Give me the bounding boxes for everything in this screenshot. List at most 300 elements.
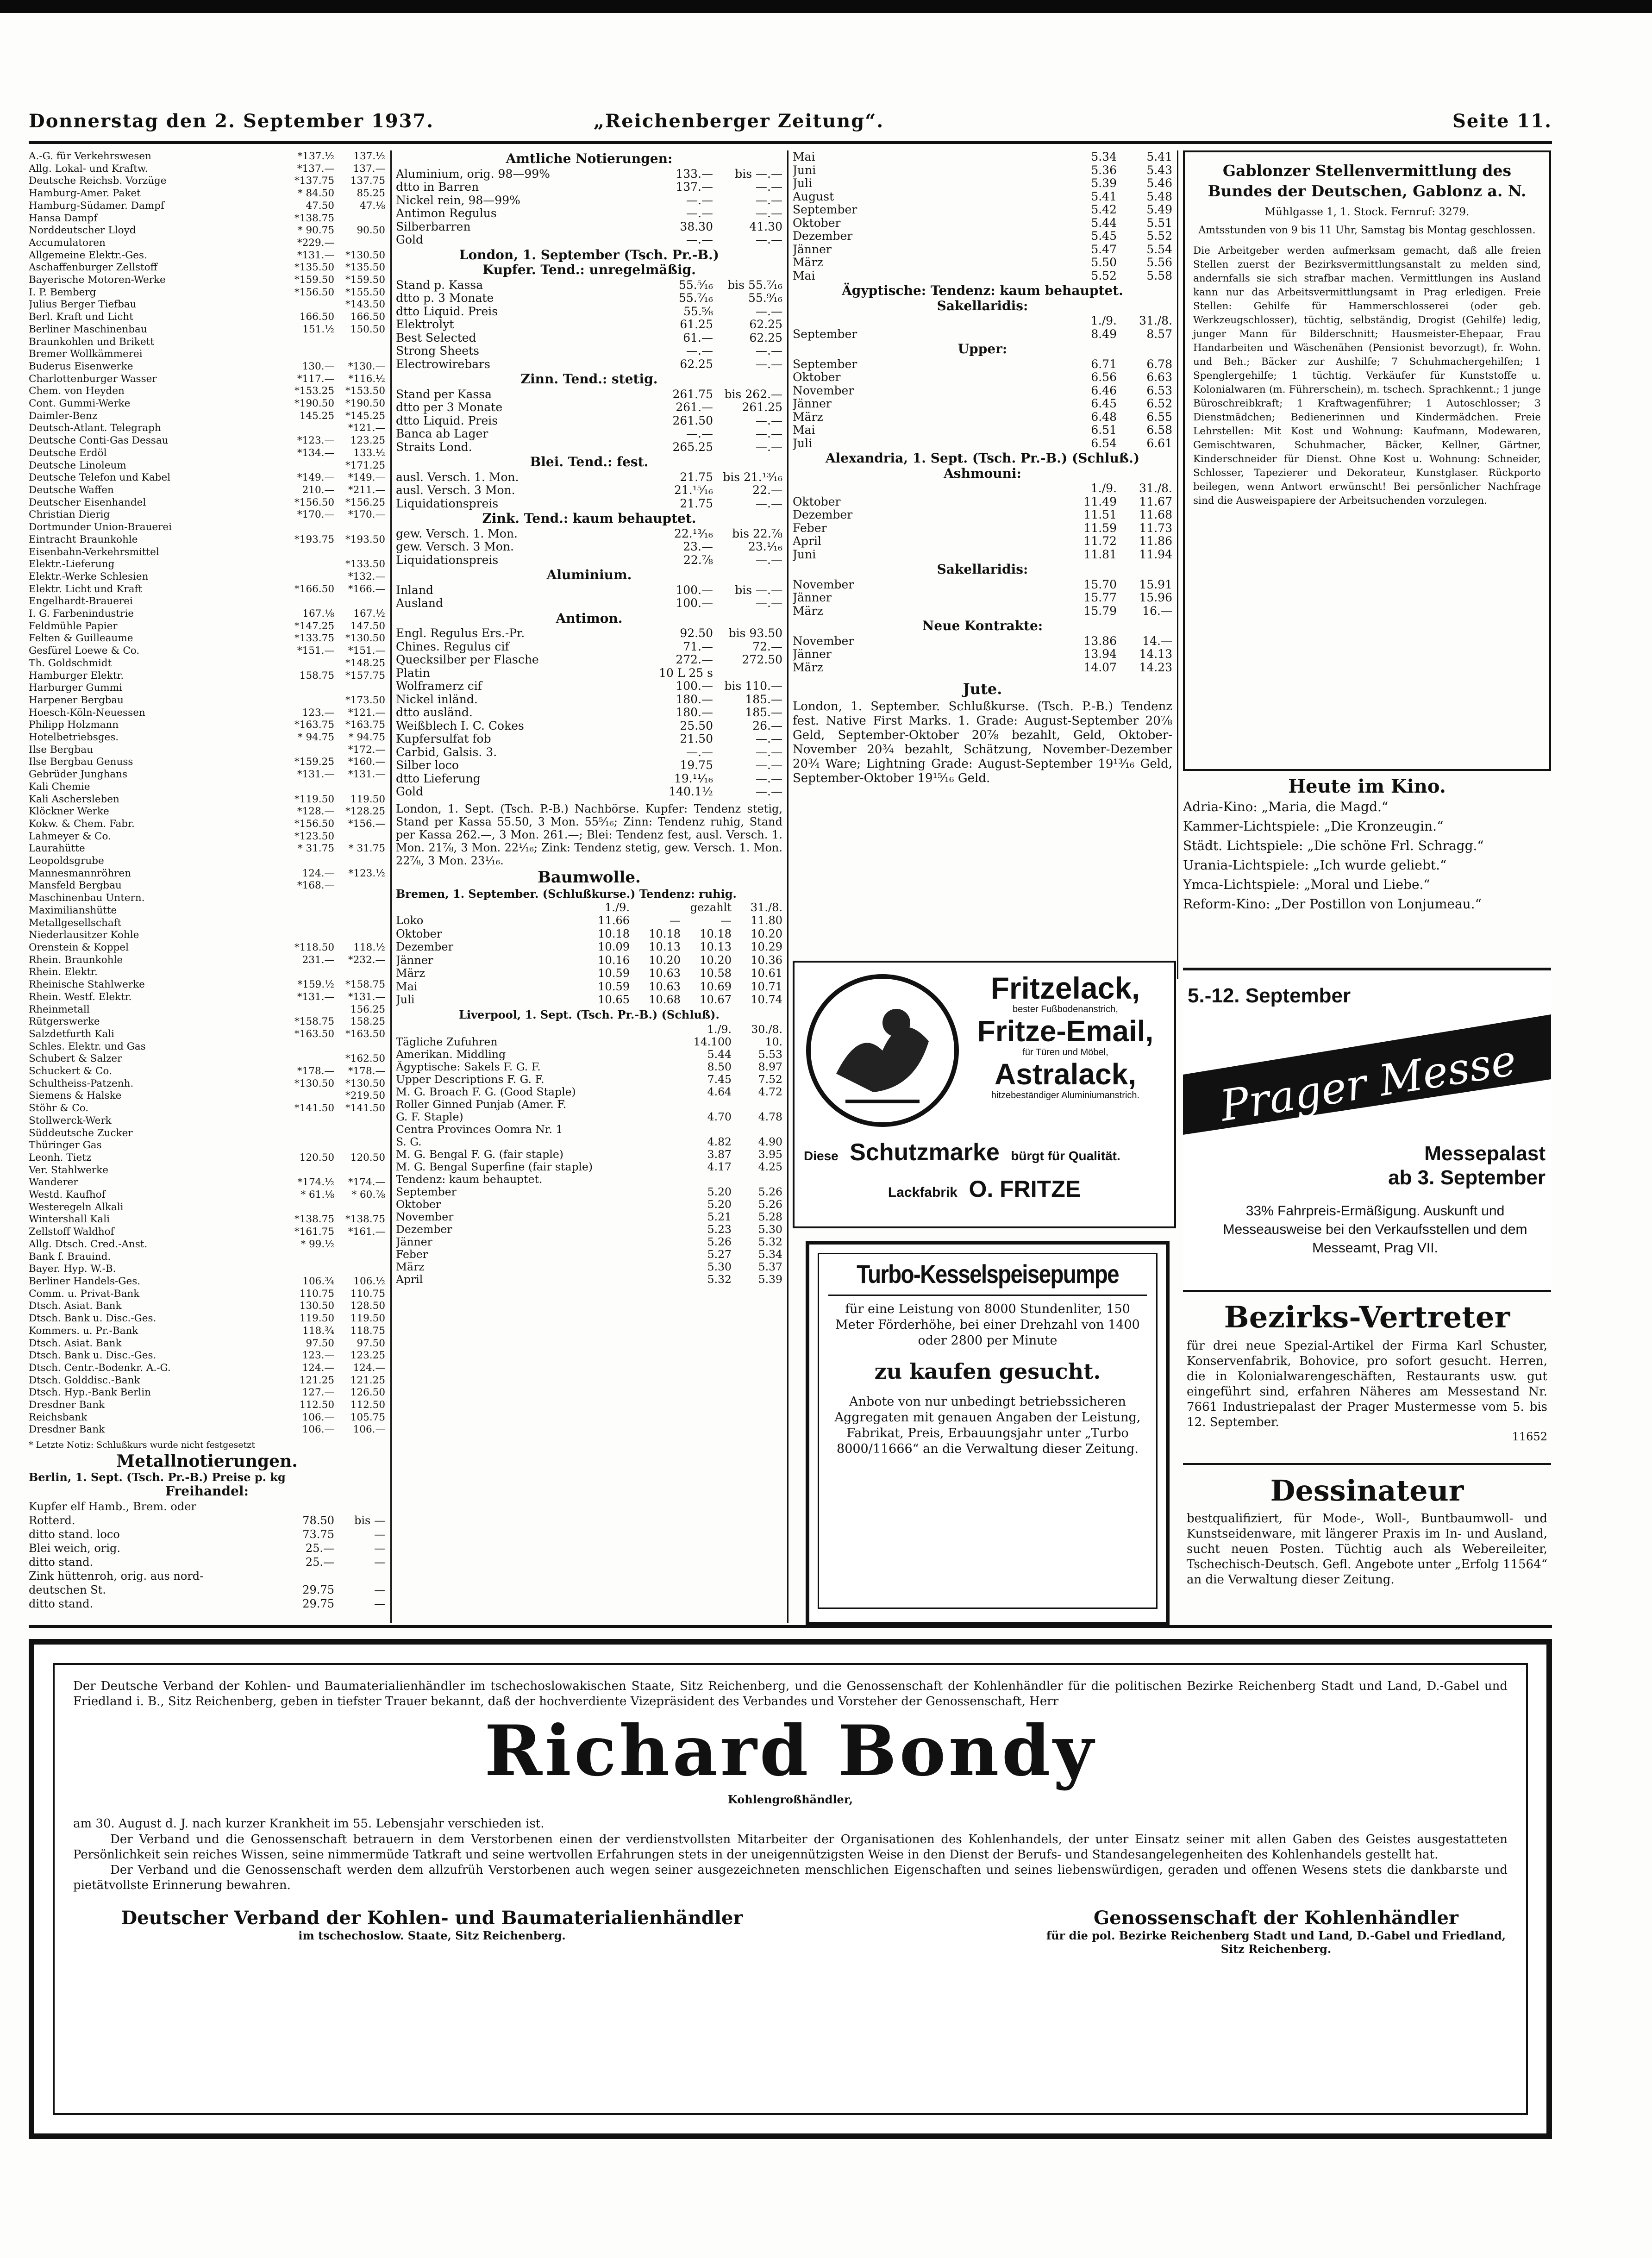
table-row: [396, 1186, 782, 1198]
row-value: [283, 460, 334, 472]
row-value: * 94.75: [297, 732, 334, 744]
fritzelack-desc: bester Fußbodenanstrich,: [1013, 1004, 1118, 1014]
row-label: Kali Aschersleben: [29, 793, 119, 805]
obituary: [29, 1639, 1552, 2139]
row-label: Rotterd.: [29, 1514, 75, 1527]
row-value: *156.50: [294, 286, 334, 298]
kino-item: Reform-Kino: „Der Postillon von Lonjumeau.“: [1183, 896, 1482, 912]
row-value: *190.50: [345, 398, 385, 410]
table-row: [396, 1148, 782, 1161]
row-value: 119.50: [350, 1313, 385, 1325]
row-value: *161.75: [294, 1226, 334, 1238]
row-label: Deutsche Linoleum: [29, 459, 126, 471]
row-value: bis 22.⅞: [732, 527, 782, 540]
row-value: —.—: [756, 414, 782, 427]
row-value: —.—: [756, 427, 782, 440]
row-label: Kali Chemie: [29, 781, 90, 793]
liverpool-title: Liverpool, 1. Sept. (Tsch. Pr.-B.) (Schluß).: [459, 1007, 720, 1021]
row-label: dtto Liquid. Preis: [396, 305, 498, 318]
turbo-spec: für eine Leistung von 8000 Stundenliter, 150 Meter Förderhöhe, bei einer Drehzahl von 1400 oder 2800 per Minute: [835, 1302, 1140, 1348]
jobs-column: [1183, 150, 1551, 956]
row-label: Dtsch. Golddisc.-Bank: [29, 1374, 140, 1386]
row-value: 5.44: [1091, 216, 1117, 230]
row-label: Banca ab Lager: [396, 427, 488, 440]
row-value: 25.50: [680, 719, 713, 732]
row-value: 123.25: [350, 1350, 385, 1362]
row-value: 11.80: [751, 914, 782, 927]
row-label: Weißblech I. C. Cokes: [396, 719, 524, 732]
row-label: Rhein. Braunkohle: [29, 954, 123, 966]
row-label: Silber loco: [396, 759, 459, 772]
row-value: 6.54: [1091, 437, 1117, 450]
row-value: 100.—: [676, 680, 713, 693]
page-header: [29, 110, 1552, 138]
row-label: Leopoldsgrube: [29, 855, 104, 867]
row-value: * 31.75: [348, 843, 385, 855]
row-value: *163.50: [345, 1028, 385, 1040]
row-value: 6.45: [1091, 397, 1117, 410]
row-label: Daimler-Benz: [29, 410, 98, 422]
row-value: *158.75: [345, 979, 385, 991]
table-row: [396, 401, 782, 414]
row-value: *130.50: [294, 1077, 334, 1089]
row-label: dtto Liquid. Preis: [396, 414, 498, 427]
table-row: [29, 1514, 385, 1527]
quality-label: bürgt für Qualität.: [1011, 1149, 1120, 1163]
table-row: [29, 1263, 385, 1276]
table-row: [29, 1189, 385, 1201]
row-value: 151.½: [302, 323, 334, 335]
table-row: [29, 694, 385, 707]
row-label: Juni: [793, 548, 816, 561]
row-value: *158.75: [294, 1016, 334, 1028]
row-label: Dezember: [396, 940, 454, 953]
row-value: * 90.75: [297, 225, 334, 237]
table-row: [396, 233, 782, 247]
row-label: ausl. Versch. 3 Mon.: [396, 484, 515, 497]
new-contracts-list: [793, 635, 1172, 675]
row-label: Rhein. Westf. Elektr.: [29, 991, 132, 1003]
row-value: [732, 1098, 782, 1111]
row-label: März: [793, 604, 823, 618]
row-label: Chines. Regulus cif: [396, 640, 509, 653]
table-row: [396, 1061, 782, 1073]
table-row: [29, 1053, 385, 1065]
row-value: *156.—: [348, 818, 385, 830]
row-label: Schultheiss-Patzenh.: [29, 1077, 134, 1089]
row-value: 6.55: [1146, 410, 1172, 424]
row-value: 133.—: [676, 167, 713, 181]
table-row: [396, 471, 782, 484]
row-value: 118.½: [353, 942, 385, 953]
row-value: 5.49: [1146, 203, 1172, 216]
table-row: [396, 1211, 782, 1223]
row-value: —.—: [756, 553, 782, 567]
row-label: Strong Sheets: [396, 344, 479, 357]
table-row: [396, 305, 782, 319]
row-value: 10.20: [649, 953, 681, 967]
row-value: *137.½: [297, 150, 334, 162]
row-value: [283, 966, 334, 979]
row-value: 31./8.: [1139, 314, 1172, 327]
row-value: [283, 336, 334, 349]
row-value: 272.—: [676, 653, 713, 666]
row-value: [283, 1569, 334, 1583]
table-row: [29, 942, 385, 954]
row-value: 72.—: [752, 640, 782, 653]
row-value: *138.75: [345, 1213, 385, 1226]
row-value: *141.50: [294, 1102, 334, 1114]
table-row: [396, 954, 782, 967]
scan-border: [0, 0, 1652, 13]
row-label: Blei weich, orig.: [29, 1541, 120, 1555]
row-value: 5.41: [1091, 190, 1117, 203]
row-value: 124.—: [302, 1362, 334, 1374]
row-label: Buderus Eisenwerke: [29, 360, 133, 372]
row-value: 5.21: [707, 1211, 732, 1223]
row-value: [334, 917, 385, 930]
row-value: 5.45: [1091, 230, 1117, 243]
row-label: Lahmeyer & Co.: [29, 830, 111, 842]
stellen-addr: Mühlgasse 1, 1. Stock. Fernruf: 3279.: [1264, 206, 1470, 218]
row-label: Mannesmannröhren: [29, 867, 131, 879]
row-value: 10.18: [649, 927, 681, 940]
row-value: 41.30: [749, 220, 782, 233]
row-value: [334, 237, 385, 250]
row-value: —: [374, 1541, 385, 1555]
table-row: [396, 540, 782, 554]
row-value: *137.75: [294, 175, 334, 187]
table-row: [793, 591, 1172, 605]
table-row: [396, 1236, 782, 1248]
row-value: 92.50: [680, 627, 713, 640]
row-value: *166.—: [348, 583, 385, 595]
row-value: 26.—: [752, 719, 782, 732]
row-value: 128.50: [350, 1300, 385, 1312]
stock-list: [29, 150, 385, 1436]
row-value: [334, 781, 385, 794]
row-value: 10.20: [751, 927, 782, 940]
table-row: [793, 217, 1172, 230]
row-value: [283, 917, 334, 930]
row-value: [334, 336, 385, 349]
table-row: [29, 1527, 385, 1541]
row-value: 167.½: [353, 608, 385, 620]
row-value: 5.51: [1146, 216, 1172, 230]
row-value: 5.30: [707, 1261, 732, 1273]
obituary-intro: Der Deutsche Verband der Kohlen- und Baumaterialienhändler im tschechoslowakischen Staate, Sitz Reichenberg, und die Genossenschaft der Kohlenhändler für die politischen Bezirke Reichenberg Stadt und Land, D.-Gabel und Friedland i. B., Sitz Reichenberg, geben in tiefster Trauer bekannt, daß der hochverdiente Vizepräsident des Verbandes und Vorsteher der Genossenschaft, Herr: [73, 1679, 1508, 1708]
cotton-column: [793, 150, 1172, 979]
row-label: Aluminium, orig. 98—99%: [396, 167, 550, 181]
row-value: 6.61: [1146, 437, 1172, 450]
ashmouni-list: [793, 482, 1172, 561]
row-value: 147.50: [350, 620, 385, 632]
row-label: Tendenz: kaum behauptet.: [396, 1173, 543, 1186]
table-row: [29, 1375, 385, 1387]
row-value: 4.64: [707, 1086, 732, 1098]
row-value: —.—: [756, 785, 782, 798]
table-row: [396, 497, 782, 511]
row-value: 119.50: [350, 793, 385, 805]
table-row: [396, 1198, 782, 1211]
table-row: [29, 1139, 385, 1152]
row-label: Dtsch. Centr.-Bodenkr. A.-G.: [29, 1362, 171, 1374]
row-value: —.—: [756, 497, 782, 510]
row-value: *159.50: [294, 274, 334, 286]
row-value: * 99.½: [300, 1238, 334, 1250]
row-value: *174.—: [348, 1176, 385, 1188]
row-value: *229.—: [297, 237, 334, 249]
row-value: 7.52: [758, 1073, 782, 1086]
row-value: 10.13: [649, 940, 681, 953]
table-row: [396, 332, 782, 345]
row-label: November: [793, 634, 854, 648]
messe-open: ab 3. September: [1388, 1166, 1546, 1189]
table-row: [29, 1176, 385, 1189]
row-value: 6.48: [1091, 410, 1117, 424]
row-value: [334, 966, 385, 979]
table-row: [29, 794, 385, 806]
table-row: [793, 437, 1172, 450]
table-row: [396, 441, 782, 454]
row-label: Charlottenburger Wasser: [29, 373, 157, 385]
row-value: *156.50: [294, 496, 334, 508]
messe-name: Prager Messe: [1217, 1035, 1520, 1131]
row-value: [283, 299, 334, 311]
row-label: Hamburger Elektr.: [29, 669, 124, 682]
row-value: 1./9.: [1090, 314, 1117, 327]
row-value: 29.75: [302, 1597, 334, 1610]
table-row: [793, 605, 1172, 618]
row-label: Dortmunder Union-Brauerei: [29, 521, 172, 533]
row-label: Deutsche Telefon und Kabel: [29, 472, 171, 484]
row-value: 11.67: [1139, 495, 1172, 508]
row-value: 261.75: [672, 388, 713, 401]
table-row: [396, 181, 782, 194]
table-row: [396, 292, 782, 305]
jute-text: London, 1. September. Schlußkurse. (Tsch. P.-B.) Tendenz fest. Native First Marks. 1. Grade: August-September 20⅞ Geld, September-Oktober 20⅞ bezahlt, Geld, Oktober-November 20¾ bezahlt, Schätzung, November-Dezember 20¾ Ware; Lightning Grade: August-September 19¹³⁄₁₆ Geld, September-Oktober 19¹⁵⁄₁₆ Geld.: [793, 699, 1172, 785]
row-value: 123.—: [302, 707, 334, 719]
row-label: Schubert & Salzer: [29, 1053, 122, 1065]
table-row: [29, 1164, 385, 1177]
table-row: [29, 1313, 385, 1325]
row-value: 112.50: [299, 1399, 334, 1411]
row-value: [283, 855, 334, 868]
row-label: Dtsch. Bank u. Disc.-Ges.: [29, 1350, 156, 1362]
table-row: [29, 831, 385, 843]
row-value: [283, 546, 334, 559]
row-value: *193.75: [294, 533, 334, 545]
row-value: [283, 929, 334, 942]
row-label: Stöhr & Co.: [29, 1102, 89, 1114]
row-value: * 31.75: [297, 843, 334, 855]
row-value: 5.50: [1091, 256, 1117, 269]
row-label: Harburger Gummi: [29, 682, 123, 694]
table-row: [29, 620, 385, 633]
table-row: [29, 880, 385, 892]
row-label: Amerikan. Middling: [396, 1048, 506, 1061]
row-label: Roller Ginned Punjab (Amer. F.: [396, 1098, 567, 1111]
row-label: Jänner: [793, 243, 832, 256]
row-label: Eisenbahn-Verkehrsmittel: [29, 546, 159, 558]
fritze-logo-icon: [804, 972, 961, 1129]
row-value: *170.—: [348, 509, 385, 521]
metal-sub: Berlin, 1. Sept. (Tsch. Pr.-B.) Preise p. kg: [29, 1470, 286, 1484]
row-value: 210.—: [302, 484, 334, 496]
row-value: 166.50: [350, 311, 385, 323]
table-row: [793, 648, 1172, 661]
row-value: 10.63: [649, 980, 681, 993]
row-value: 5.20: [707, 1186, 732, 1198]
row-value: * 84.50: [297, 188, 334, 200]
row-value: 21.50: [680, 732, 713, 745]
row-label: Braunkohlen und Brikett: [29, 336, 154, 348]
table-row: [29, 1288, 385, 1301]
row-value: 118.¾: [302, 1325, 334, 1337]
row-value: 11.59: [1083, 521, 1117, 535]
row-label: Juni: [793, 163, 816, 177]
row-value: [283, 1041, 334, 1053]
row-label: Feldmühle Papier: [29, 620, 118, 632]
cotton-table: [396, 901, 782, 1007]
messe-date: 5.-12. September: [1188, 984, 1351, 1007]
row-value: *151.—: [297, 645, 334, 657]
row-value: 13.94: [1083, 648, 1117, 661]
row-label: Antimon Regulus: [396, 207, 497, 220]
row-value: 5.34: [1091, 150, 1117, 163]
header-date: Donnerstag den 2. September 1937.: [29, 110, 434, 132]
row-value: [283, 1090, 334, 1102]
row-value: 5.26: [758, 1198, 782, 1211]
kupfer-title: Kupfer. Tend.: unregelmäßig.: [482, 262, 696, 277]
row-value: *160.—: [348, 756, 385, 768]
row-value: *232.—: [348, 954, 385, 966]
row-label: März: [396, 967, 425, 980]
jute-title: Jute.: [963, 680, 1002, 698]
row-value: —: [374, 1597, 385, 1610]
table-row: [29, 979, 385, 991]
row-value: 1./9.: [707, 1023, 732, 1036]
row-label: I. G. Farbenindustrie: [29, 608, 134, 620]
row-value: 120.50: [350, 1151, 385, 1163]
row-value: *128.25: [345, 806, 385, 818]
row-label: Hamburg-Südamer. Dampf: [29, 200, 164, 212]
row-value: 23.—: [683, 540, 713, 553]
row-value: 38.30: [680, 220, 713, 233]
table-row: [29, 1213, 385, 1226]
table-row: [29, 1325, 385, 1338]
row-value: *131.—: [348, 769, 385, 781]
table-row: [29, 348, 385, 361]
row-label: Engl. Regulus Ers.-Pr.: [396, 627, 525, 640]
dessinateur-ad: [1183, 1470, 1551, 1618]
row-value: 4.90: [758, 1136, 782, 1148]
kino-item: Kammer-Lichtspiele: „Die Kronzeugin.“: [1183, 819, 1444, 834]
row-label: Ägyptische: Sakels F. G. F.: [396, 1061, 541, 1073]
table-row: [29, 484, 385, 497]
row-label: Berliner Handels-Ges.: [29, 1275, 141, 1287]
table-row: [29, 818, 385, 831]
row-value: 13.86: [1083, 634, 1117, 648]
row-label: Dtsch. Asiat. Bank: [29, 1300, 122, 1312]
row-value: —.—: [756, 440, 782, 454]
kino-list: [1183, 797, 1551, 914]
row-value: *163.50: [294, 1028, 334, 1040]
row-label: Cont. Gummi-Werke: [29, 398, 131, 410]
row-value: 31./8.: [750, 901, 782, 914]
row-value: 5.26: [758, 1186, 782, 1198]
row-value: 180.—: [676, 706, 713, 719]
row-value: [681, 1098, 732, 1111]
row-value: 6.51: [1091, 424, 1117, 437]
row-label: Leonh. Tietz: [29, 1151, 92, 1163]
row-value: [334, 348, 385, 361]
table-row: [29, 917, 385, 930]
kino-item: Adria-Kino: „Maria, die Magd.“: [1183, 799, 1389, 814]
metal-column: [396, 150, 782, 1623]
row-value: 5.52: [1146, 230, 1172, 243]
table-row: [29, 299, 385, 311]
row-label: März: [793, 256, 823, 269]
row-value: 1./9.: [605, 901, 630, 914]
messe-ad: [1183, 968, 1551, 1292]
row-value: *155.50: [345, 286, 385, 298]
obituary-p2: Der Verband und die Genossenschaft werden dem allzufrüh Verstorbenen auch wegen seiner ausgezeichneten menschlichen Eigenschaften und seines liebenswürdigen, geraden und offenen Wesens stets die dankbarste und pietätvollste Erinnerung bewahren.: [73, 1863, 1508, 1892]
row-label: Stollwerck-Werk: [29, 1114, 112, 1126]
row-value: 261.50: [672, 414, 713, 427]
row-value: 1./9.: [1090, 482, 1117, 495]
table-row: [396, 1173, 782, 1186]
row-label: Allg. Dtsch. Cred.-Anst.: [29, 1238, 148, 1250]
row-value: 22.—: [752, 484, 782, 497]
row-value: 47.⅛: [359, 200, 385, 212]
row-value: 10 L 25 s: [659, 666, 713, 680]
row-value: [283, 682, 334, 694]
row-label: Siemens & Halske: [29, 1090, 122, 1102]
row-label: Wanderer: [29, 1176, 78, 1188]
row-value: 121.25: [299, 1374, 334, 1386]
row-value: 100.—: [676, 597, 713, 610]
row-value: —.—: [686, 344, 713, 357]
table-row: [396, 706, 782, 719]
table-row: [29, 1238, 385, 1251]
table-row: [396, 358, 782, 371]
row-value: 15.96: [1139, 591, 1172, 604]
table-row: [793, 535, 1172, 548]
table-row: [29, 645, 385, 657]
row-value: *178.—: [348, 1065, 385, 1077]
row-label: Gold: [396, 233, 424, 246]
row-label: dtto per 3 Monate: [396, 401, 503, 414]
table-row: [793, 508, 1172, 522]
row-value: *123.—: [297, 435, 334, 447]
row-value: *117.—: [297, 373, 334, 385]
row-value: 3.87: [707, 1148, 732, 1161]
row-value: 106.—: [353, 1424, 385, 1436]
row-value: 10.58: [700, 967, 732, 980]
schutzmarke-label: Schutzmarke: [850, 1139, 1000, 1166]
antimon-title: Antimon.: [556, 610, 623, 626]
table-row: [29, 1500, 385, 1514]
row-label: ausl. Versch. 1. Mon.: [396, 470, 519, 484]
row-label: Juli: [396, 993, 415, 1006]
row-label: Deutscher Eisenhandel: [29, 496, 146, 508]
table-row: [29, 966, 385, 979]
row-label: Oktober: [793, 495, 841, 508]
table-row: [396, 1036, 782, 1048]
row-label: Maschinenbau Untern.: [29, 892, 145, 904]
table-row: [29, 954, 385, 967]
